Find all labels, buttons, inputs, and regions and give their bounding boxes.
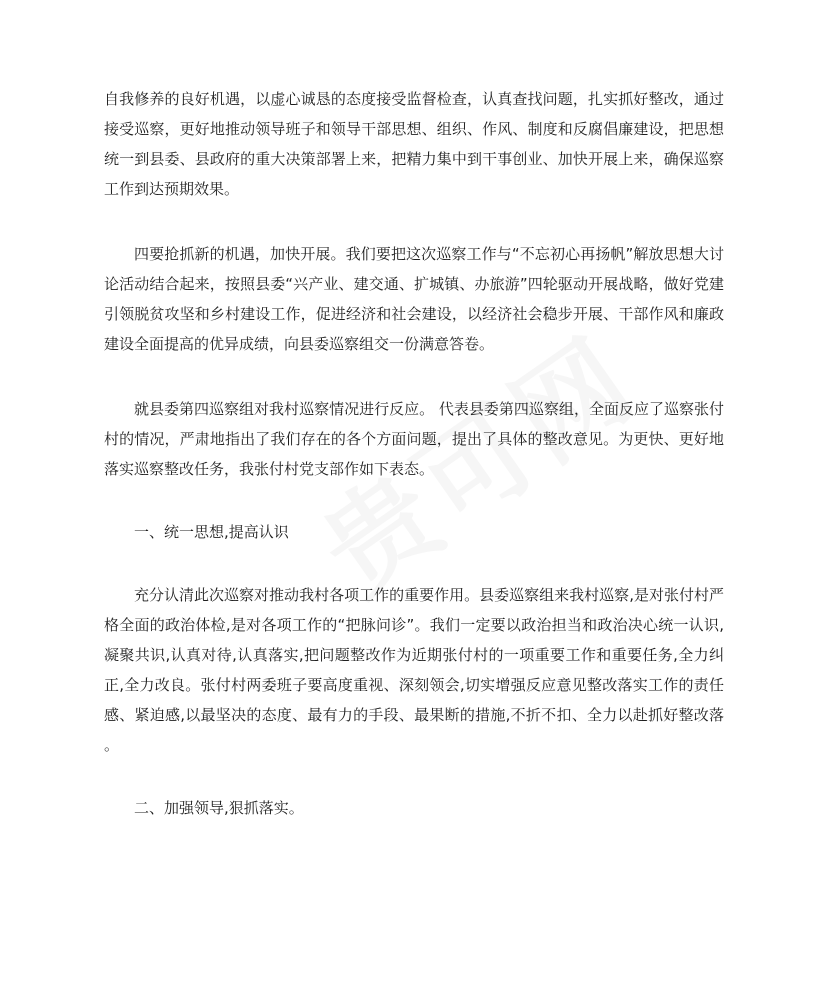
paragraph-inspection-response: 就县委第四巡察组对我村巡察情况进行反应。 代表县委第四巡察组，全面反应了巡察张付村的情况，严肃地指出了我们存在的各个方面问题，提出了具体的整改意见。为更快、更好地落实巡察整改任务，我张付村党支部作如下表态。: [104, 400, 724, 478]
document-body: [104, 84, 724, 823]
paragraph-seize-opportunity: 四要抢抓新的机遇，加快开展。我们要把这次巡察工作与“不忘初心再扬帆”解放思想大讨论活动结合起来，按照县委“兴产业、建交通、扩城镇、办旅游”四轮驱动开展战略，做好党建引领脱贫攻坚和乡村建设工作，促进经济和社会建设，以经济社会稳步开展、干部作风和廉政建设全面提高的优异成绩，向县委巡察组交一份满意答卷。: [104, 245, 724, 353]
section-heading-1: 一、统一思想,提高认识: [134, 523, 289, 541]
paragraph-understanding: 充分认清此次巡察对推动我村各项工作的重要作用。县委巡察组来我村巡察,是对张付村严格全面的政治体检,是对各项工作的“把脉问诊”。我们一定要以政治担当和政治决心统一认识,凝聚共识,认真对待,认真落实,把问题整改作为近期张付村的一项重要工作和重要任务,全力纠正,全力改良。张付村两委班子要高度重视、深刻领会,切实增强反应意见整改落实工作的责任感、紧迫感,以最坚决的态度、最有力的手段、最果断的措施,不折不扣、全力以赴抓好整改落 。: [104, 586, 724, 754]
section-heading-2: 二、加强领导,狠抓落实。: [134, 799, 304, 817]
paragraph-intro-continuation: 自我修养的良好机遇，以虚心诚恳的态度接受监督检查，认真查找问题，扎实抓好整改，通过接受巡察，更好地推动领导班子和领导干部思想、组织、作风、制度和反腐倡廉建设，把思想统一到县委、县政府的重大决策部署上来，把精力集中到干事创业、加快开展上来，确保巡察工作到达预期效果。: [104, 90, 724, 198]
